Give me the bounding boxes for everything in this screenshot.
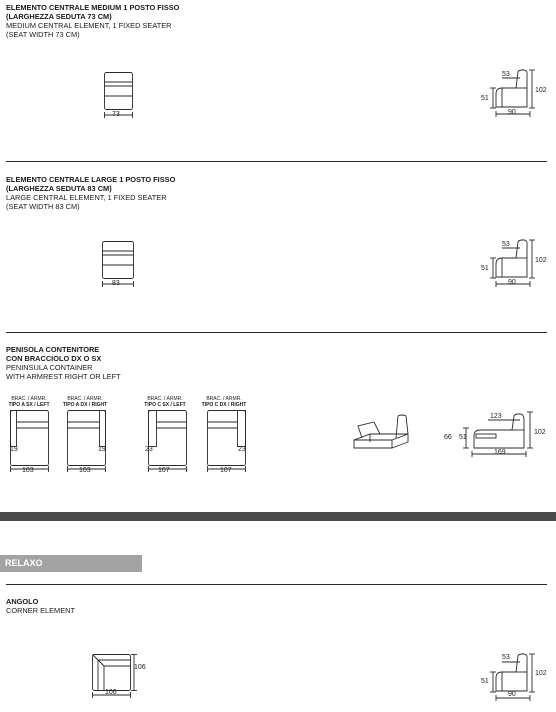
- medium-element-plan-drawing: [104, 72, 134, 112]
- peninsula-side-top: 123: [490, 413, 502, 420]
- corner-side-back-height: 102: [535, 670, 547, 677]
- variant-label-a-right: [62, 396, 108, 408]
- variant-total-width: 107: [220, 467, 232, 474]
- medium-side-seat-depth: 53: [502, 71, 510, 78]
- section-title-en: MEDIUM CENTRAL ELEMENT, 1 FIXED SEATER: [6, 21, 172, 30]
- large-side-seat-height: 51: [481, 265, 489, 272]
- peninsula-storage-perspective: [352, 412, 414, 452]
- peninsula-c-left-plan: [148, 410, 190, 468]
- variant-arm-width: 19: [98, 446, 106, 453]
- section-subtitle-it: CON BRACCIOLO DX O SX: [6, 354, 102, 363]
- variant-label-a-left: [6, 396, 52, 408]
- variant-total-width: 103: [22, 467, 34, 474]
- section-subtitle-en: (SEAT WIDTH 83 CM): [6, 202, 80, 211]
- section-title-it: ANGOLO: [6, 597, 39, 606]
- variant-label-line: BRAC. / ARMR.: [206, 396, 242, 402]
- corner-side-seat-height: 51: [481, 678, 489, 685]
- section-medium-header: [6, 3, 179, 39]
- corner-plan-width: 106: [105, 689, 117, 696]
- medium-plan-width: 73: [112, 111, 120, 118]
- section-subtitle-it: (LARGHEZZA SEDUTA 73 CM): [6, 12, 112, 21]
- variant-label-line: BRAC. / ARMR.: [11, 396, 47, 402]
- section-title-en: LARGE CENTRAL ELEMENT, 1 FIXED SEATER: [6, 193, 167, 202]
- section-subtitle-en: WITH ARMREST RIGHT OR LEFT: [6, 372, 121, 381]
- peninsula-width-dim-lines: [10, 466, 250, 472]
- section-peninsula-header: [6, 345, 121, 381]
- variant-total-width: 107: [158, 467, 170, 474]
- variant-label-type: TIPO A DX / RIGHT: [62, 402, 108, 408]
- peninsula-side-front-height: 51: [459, 434, 467, 441]
- peninsula-side-cushion-height: 66: [444, 434, 452, 441]
- variant-label-c-left: [142, 396, 188, 408]
- section-title-en: PENINSULA CONTAINER: [6, 363, 93, 372]
- section-subtitle-en: (SEAT WIDTH 73 CM): [6, 30, 80, 39]
- variant-label-type: TIPO C SX / LEFT: [144, 402, 186, 408]
- large-side-back-height: 102: [535, 257, 547, 264]
- section-subtitle-it: (LARGHEZZA SEDUTA 83 CM): [6, 184, 112, 193]
- variant-arm-width: 19: [10, 446, 18, 453]
- large-element-plan-drawing: [102, 241, 136, 281]
- section-title-it: PENISOLA CONTENITORE: [6, 345, 100, 354]
- peninsula-a-left-plan: [10, 410, 52, 468]
- medium-side-back-height: 102: [535, 87, 547, 94]
- section-divider: [6, 332, 547, 333]
- large-plan-width: 83: [112, 280, 120, 287]
- corner-plan-depth: 106: [134, 664, 146, 671]
- section-dark-band: [0, 512, 556, 521]
- variant-label-line: BRAC. / ARMR.: [67, 396, 103, 402]
- peninsula-c-right-plan: [207, 410, 249, 468]
- large-side-depth: 90: [508, 279, 516, 286]
- corner-side-seat-depth: 53: [502, 654, 510, 661]
- variant-total-width: 103: [79, 467, 91, 474]
- relaxo-category-label: RELAXO: [0, 555, 142, 572]
- large-side-seat-depth: 53: [502, 241, 510, 248]
- peninsula-a-right-plan: [67, 410, 109, 468]
- medium-side-depth: 90: [508, 109, 516, 116]
- section-angolo-header: [6, 597, 75, 615]
- corner-side-depth: 90: [508, 691, 516, 698]
- peninsula-side-depth: 169: [494, 449, 506, 456]
- section-large-header: [6, 175, 175, 211]
- section-divider: [6, 584, 547, 585]
- variant-label-line: BRAC. / ARMR.: [147, 396, 183, 402]
- section-title-en: CORNER ELEMENT: [6, 606, 75, 615]
- section-divider: [6, 161, 547, 162]
- variant-arm-width: 23: [145, 446, 153, 453]
- variant-label-type: TIPO A SX / LEFT: [8, 402, 50, 408]
- variant-label-c-right: [201, 396, 247, 408]
- section-title-it: ELEMENTO CENTRALE LARGE 1 POSTO FISSO: [6, 175, 176, 184]
- variant-label-type: TIPO C DX / RIGHT: [201, 402, 247, 408]
- section-title-it: ELEMENTO CENTRALE MEDIUM 1 POSTO FISSO: [6, 3, 180, 12]
- medium-side-seat-height: 51: [481, 95, 489, 102]
- variant-arm-width: 23: [238, 446, 246, 453]
- peninsula-side-back-height: 102: [534, 429, 546, 436]
